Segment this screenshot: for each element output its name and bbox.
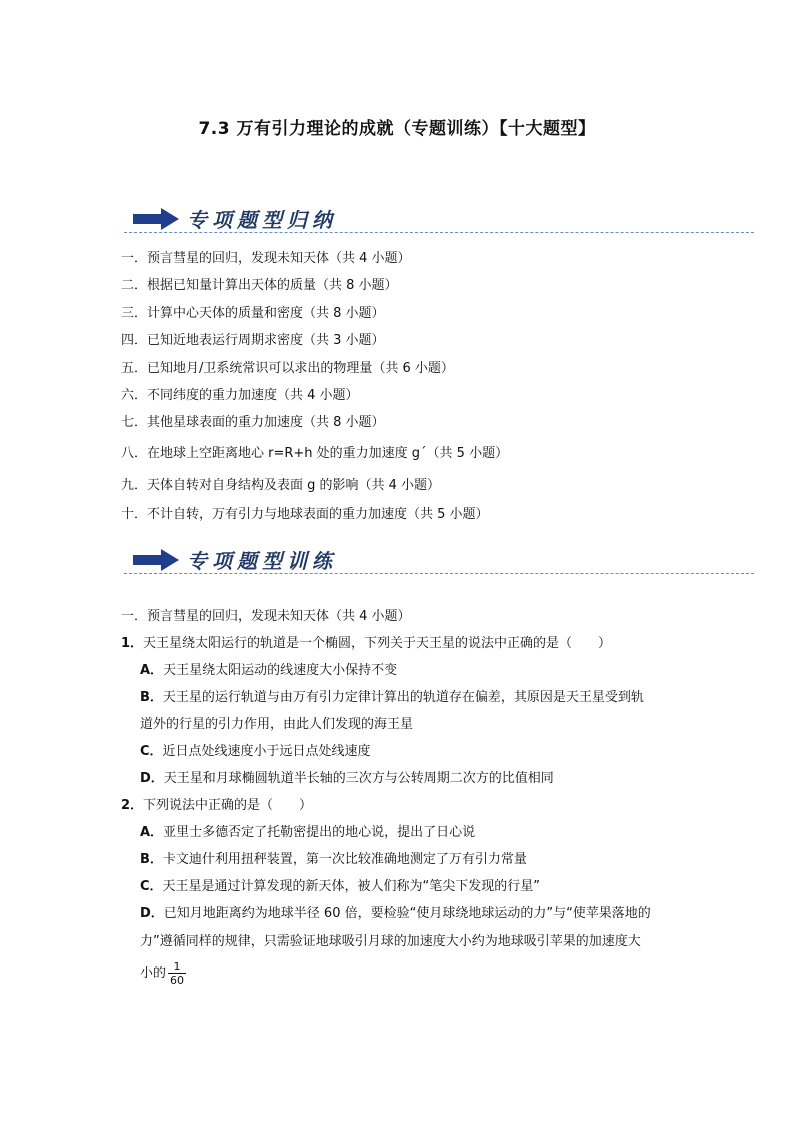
part-heading: 一．预言彗星的回归，发现未知天体（共 4 小题） <box>121 609 411 624</box>
option-c: C．近日点处线速度小于远日点处线速度 <box>140 744 371 759</box>
topic-list <box>121 245 741 528</box>
fraction: $\frac{1}{60}$ <box>170 960 185 987</box>
list-item: 八．在地球上空距离地心 r=R+h 处的重力加速度 g´（共 5 小题） <box>121 445 509 461</box>
question-2 <box>121 792 681 819</box>
option-b: B．天王星的运行轨道与由万有引力定律计算出的轨道存在偏差，其原因是天王星受到轨 道外的行星的引力作用，由此人们发现的海王星 <box>140 690 644 732</box>
page-title: 7.3 万有引力理论的成就（专题训练）【十大题型】 <box>198 119 596 139</box>
list-item: 六．不同纬度的重力加速度（共 4 小题） <box>121 387 359 403</box>
list-item: 四．已知近地表运行周期求密度（共 3 小题） <box>121 333 385 349</box>
question-stem: 下列说法中正确的是（ ） <box>143 798 313 813</box>
section-heading: 专项题型训练 <box>187 549 337 573</box>
option-b: B．卡文迪什利用扭秤装置，第一次比较准确地测定了万有引力常量 <box>140 852 527 867</box>
list-item: 二．根据已知量计算出天体的质量（共 8 小题） <box>121 278 398 294</box>
question-stem: 天王星绕太阳运行的轨道是一个椭圆，下列关于天王星的说法中正确的是（ ） <box>143 636 612 651</box>
divider <box>124 232 754 233</box>
question-area <box>121 603 681 988</box>
section-header-summary <box>124 202 754 242</box>
list-item: 十．不计自转，万有引力与地球表面的重力加速度（共 5 小题） <box>121 506 489 522</box>
list-item: 五．已知地月/卫系统常识可以求出的物理量（共 6 小题） <box>121 360 454 376</box>
list-item: 一．预言彗星的回归，发现未知天体（共 4 小题） <box>121 251 411 266</box>
option-d: D．天王星和月球椭圆轨道半长轴的三次方与公转周期二次方的比值相同 <box>140 771 554 786</box>
option-a: A．天王星绕太阳运动的线速度大小保持不变 <box>140 663 398 678</box>
arrow-right-icon <box>133 208 179 230</box>
list-item: 三．计算中心天体的质量和密度（共 8 小题） <box>121 305 385 321</box>
question-number: 2． <box>121 798 144 813</box>
option-d: D．已知月地距离约为地球半径 60 倍，要检验“使月球绕地球运动的力”与“使苹果落地的 力”遵循同样的规律，只需验证地球吸引月球的加速度大小约为地球吸引苹果的加速度大 小的 $\frac{1}{60}$ <box>140 906 651 987</box>
option-a: A．亚里士多德否定了托勒密提出的地心说，提出了日心说 <box>140 825 476 840</box>
arrow-right-icon <box>133 549 179 571</box>
option-c: C．天王星是通过计算发现的新天体，被人们称为“笔尖下发现的行星” <box>140 879 541 894</box>
divider <box>124 573 754 574</box>
list-item: 九．天体自转对自身结构及表面 g 的影响（共 4 小题） <box>121 477 441 493</box>
section-heading: 专项题型归纳 <box>187 208 337 232</box>
question-number: 1． <box>121 636 144 651</box>
list-item: 七．其他星球表面的重力加速度（共 8 小题） <box>121 415 385 431</box>
question-1 <box>121 630 681 657</box>
section-header-training <box>124 543 754 583</box>
